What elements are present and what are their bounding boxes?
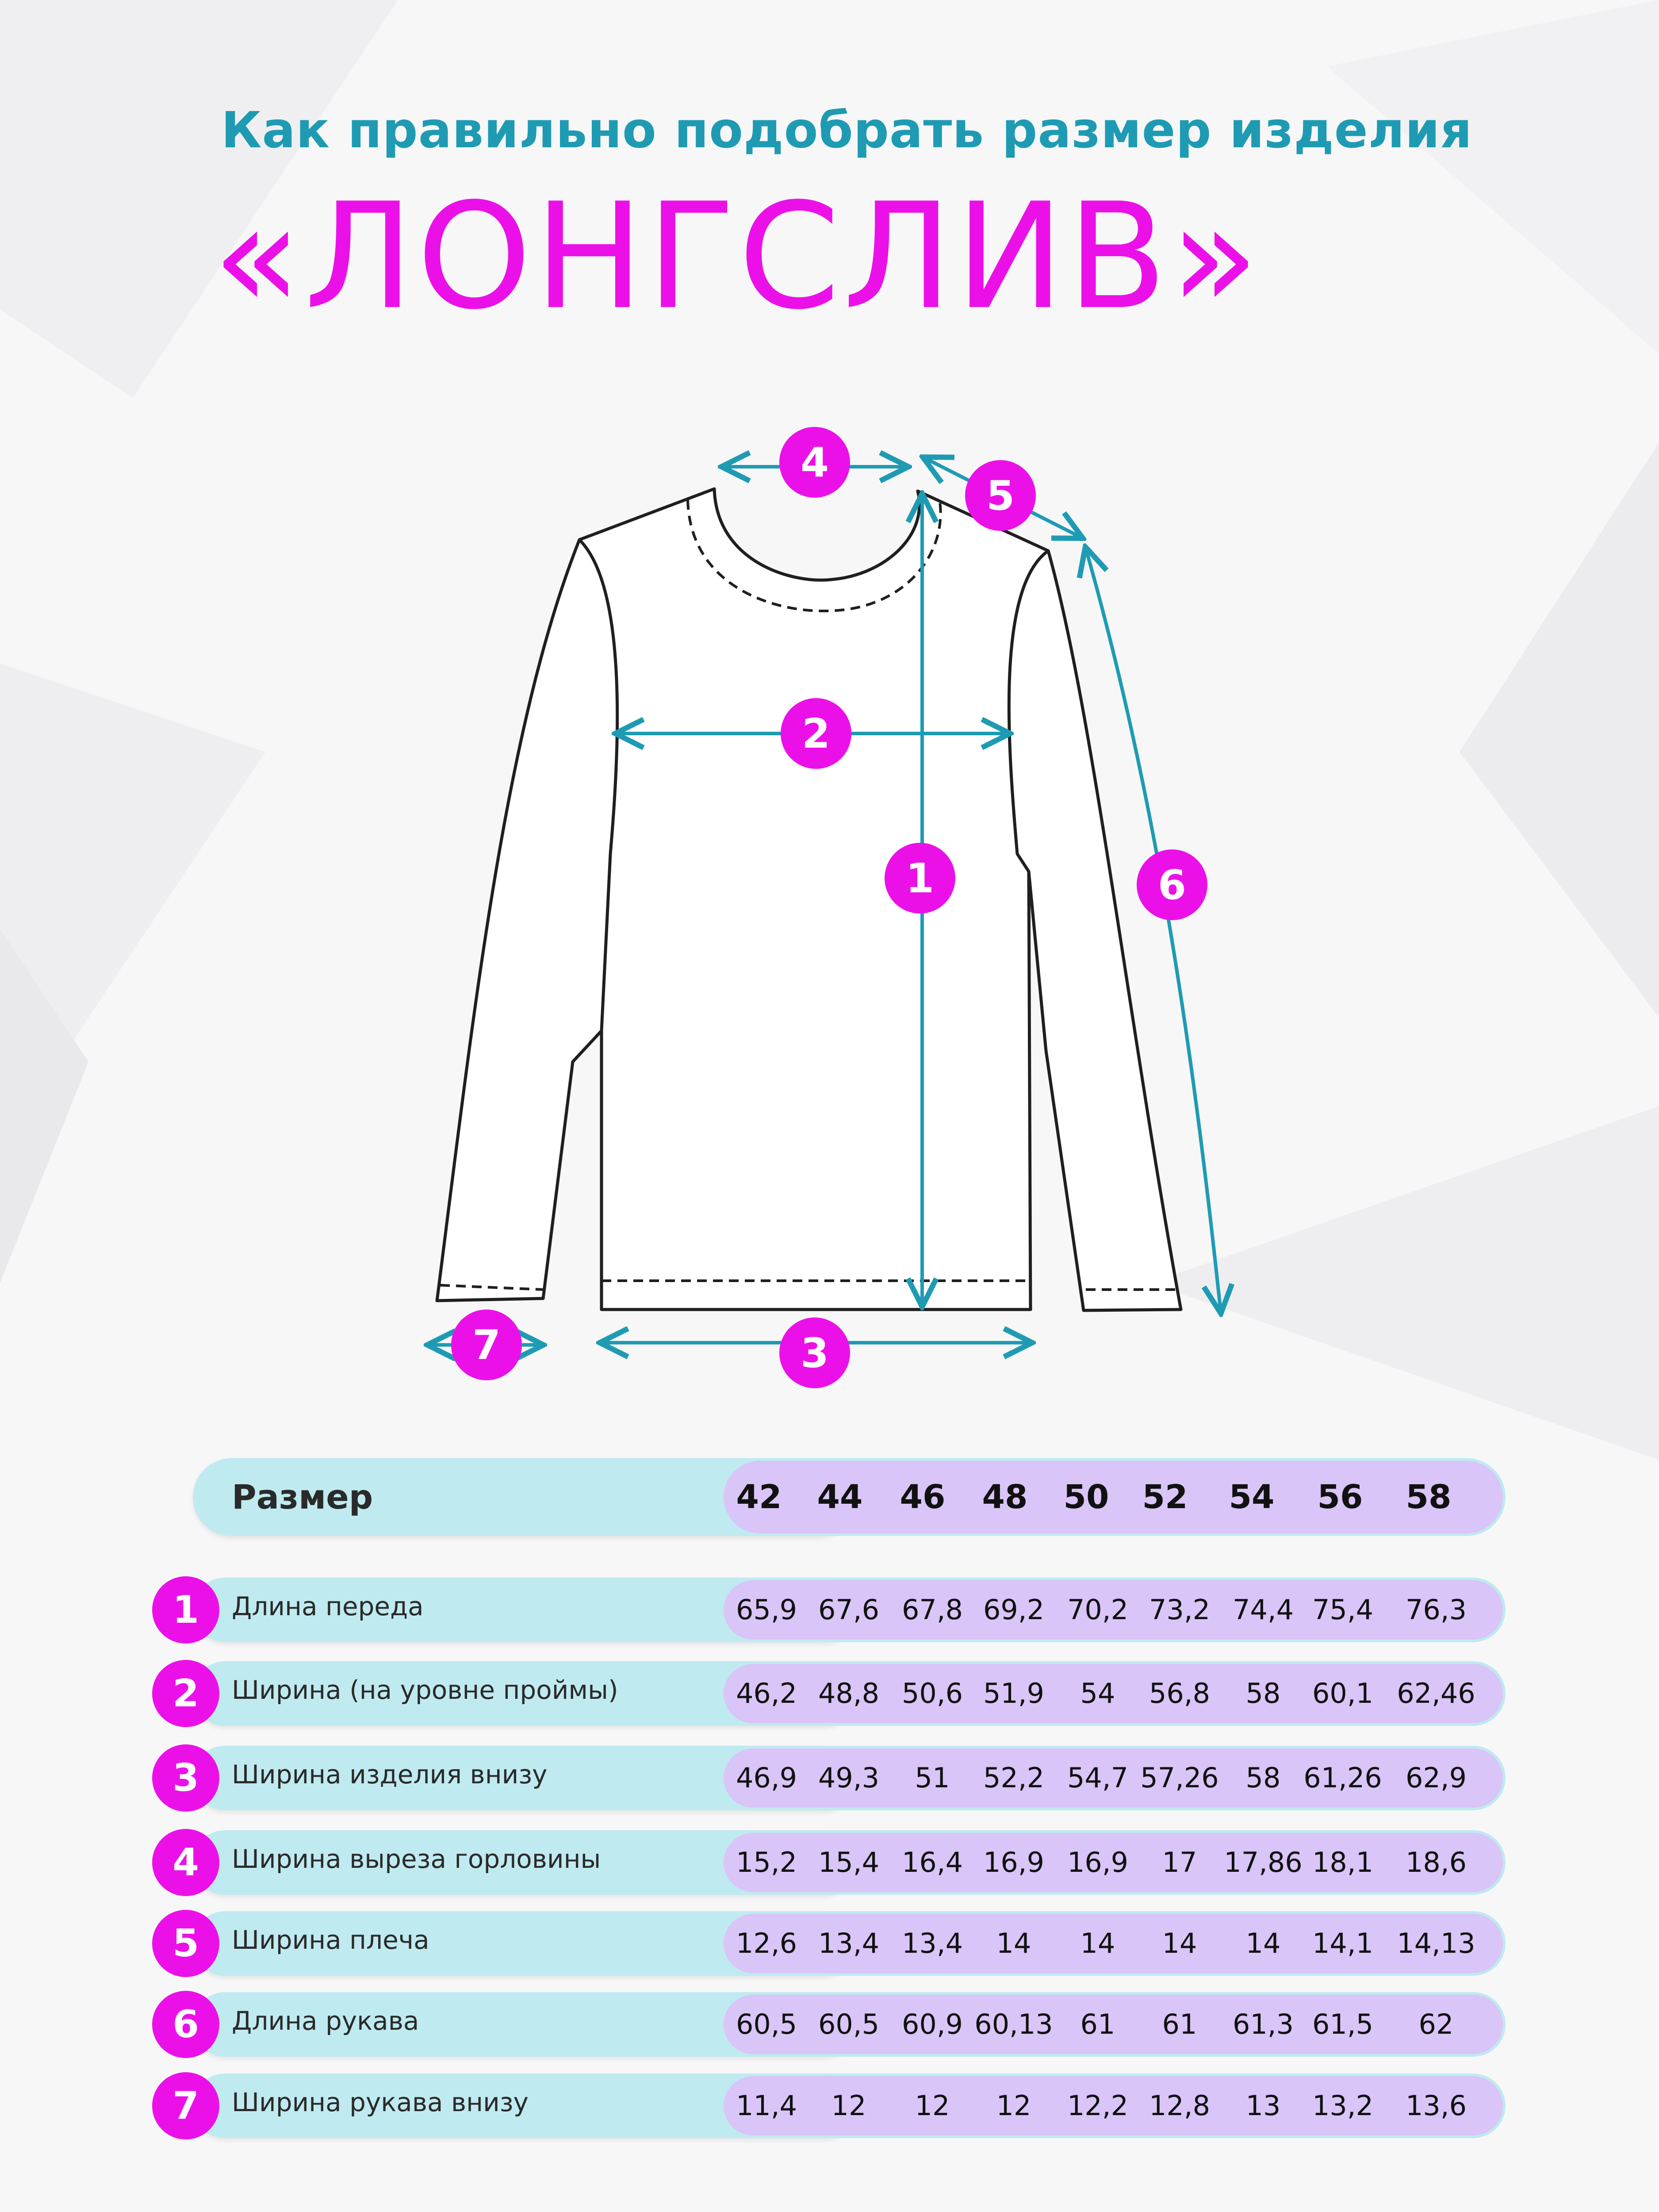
row-value: 73,2 — [1149, 1594, 1211, 1626]
row-number-badge: 7 — [152, 2072, 219, 2139]
size-value: 48 — [982, 1478, 1028, 1516]
row-label: Длина переда — [232, 1591, 424, 1621]
row-value: 17 — [1162, 1846, 1197, 1878]
row-value: 12,2 — [1067, 2089, 1129, 2122]
size-value: 56 — [1317, 1478, 1363, 1516]
row-label: Ширина рукава внизу — [232, 2087, 529, 2117]
svg-text:4: 4 — [800, 439, 829, 486]
diagram-badge-6 — [1137, 849, 1207, 920]
size-value: 44 — [817, 1478, 863, 1516]
row-value: 51 — [915, 1762, 950, 1794]
diagram-badge-4 — [779, 427, 850, 498]
row-value: 60,5 — [736, 2008, 797, 2040]
row-value: 16,4 — [901, 1846, 963, 1878]
row-value: 16,9 — [1067, 1846, 1129, 1878]
table-row — [172, 1911, 1506, 1976]
row-value: 16,9 — [983, 1846, 1045, 1878]
row-value: 70,2 — [1067, 1594, 1129, 1626]
row-value: 12,6 — [736, 1927, 797, 1959]
row-value: 18,6 — [1405, 1846, 1467, 1878]
size-value: 58 — [1406, 1478, 1452, 1516]
table-row — [172, 1578, 1506, 1642]
row-value: 58 — [1245, 1677, 1281, 1709]
row-value: 69,2 — [983, 1594, 1045, 1626]
row-value: 74,4 — [1232, 1594, 1294, 1626]
row-value: 61 — [1080, 2008, 1115, 2040]
row-label: Ширина (на уровне проймы) — [232, 1675, 618, 1705]
row-number-badge: 5 — [152, 1910, 219, 1977]
row-number-badge: 2 — [152, 1660, 219, 1727]
row-value: 15,4 — [818, 1846, 880, 1878]
row-value: 18,1 — [1312, 1846, 1374, 1878]
row-value: 14 — [1162, 1927, 1197, 1959]
diagram-badge-7 — [451, 1310, 522, 1380]
row-value: 12 — [996, 2089, 1031, 2122]
row-label: Ширина выреза горловины — [232, 1844, 601, 1874]
shirt-outline — [437, 489, 1181, 1310]
row-value: 14,13 — [1397, 1927, 1475, 1959]
row-number-badge: 4 — [152, 1829, 219, 1896]
row-value: 13,4 — [901, 1927, 963, 1959]
size-value: 52 — [1142, 1478, 1188, 1516]
row-value: 61,3 — [1232, 2008, 1294, 2040]
size-label: Размер — [232, 1477, 373, 1517]
row-label: Ширина плеча — [232, 1925, 429, 1955]
row-value: 61,26 — [1303, 1762, 1382, 1794]
table-row — [172, 1661, 1506, 1726]
row-value: 13,6 — [1405, 2089, 1467, 2122]
row-value: 61,5 — [1312, 2008, 1374, 2040]
row-value: 60,1 — [1312, 1677, 1374, 1709]
diagram-badge-1 — [885, 843, 955, 914]
row-value: 67,8 — [901, 1594, 963, 1626]
page-title: «ЛОНГСЛИВ» — [212, 172, 1262, 342]
size-value: 46 — [900, 1478, 946, 1516]
row-value: 48,8 — [818, 1677, 880, 1709]
row-value: 49,3 — [818, 1762, 880, 1794]
table-row — [172, 1992, 1506, 2057]
page-subtitle: Как правильно подобрать размер изделия — [221, 102, 1473, 159]
row-value: 60,13 — [974, 2008, 1053, 2040]
row-value: 62,9 — [1405, 1762, 1467, 1794]
row-label: Длина рукава — [232, 2006, 419, 2036]
row-value: 65,9 — [736, 1594, 797, 1626]
row-value: 15,2 — [736, 1846, 797, 1878]
row-value: 58 — [1245, 1762, 1281, 1794]
row-number-badge: 3 — [152, 1744, 219, 1812]
size-value: 42 — [736, 1478, 782, 1516]
row-value: 56,8 — [1149, 1677, 1211, 1709]
row-value: 61 — [1162, 2008, 1197, 2040]
svg-text:2: 2 — [801, 710, 831, 757]
diagram-badge-2 — [781, 698, 851, 769]
row-value: 54 — [1080, 1677, 1115, 1709]
row-value: 75,4 — [1312, 1594, 1374, 1626]
row-value: 67,6 — [818, 1594, 880, 1626]
row-value: 13,4 — [818, 1927, 880, 1959]
row-value: 12,8 — [1149, 2089, 1211, 2122]
row-value: 46,9 — [736, 1762, 797, 1794]
row-value: 60,9 — [901, 2008, 963, 2040]
row-value: 14,1 — [1312, 1927, 1374, 1959]
row-value: 13 — [1245, 2089, 1281, 2122]
row-value: 51,9 — [983, 1677, 1045, 1709]
row-value: 13,2 — [1312, 2089, 1374, 2122]
row-value: 60,5 — [818, 2008, 880, 2040]
table-row — [172, 1746, 1506, 1810]
row-value: 76,3 — [1405, 1594, 1467, 1626]
table-row — [172, 1830, 1506, 1895]
row-value: 46,2 — [736, 1677, 797, 1709]
row-value: 62 — [1418, 2008, 1454, 2040]
row-value: 54,7 — [1067, 1762, 1129, 1794]
diagram-badge-3 — [779, 1317, 850, 1388]
row-number-badge: 6 — [152, 1991, 219, 2058]
size-header-row — [193, 1458, 1506, 1536]
longsleeve-diagram — [0, 398, 1659, 1416]
svg-text:7: 7 — [472, 1321, 501, 1369]
svg-text:5: 5 — [986, 472, 1015, 519]
row-value: 14 — [1080, 1927, 1115, 1959]
size-value: 50 — [1063, 1478, 1109, 1516]
svg-text:6: 6 — [1157, 861, 1187, 909]
row-value: 12 — [831, 2089, 866, 2122]
svg-text:1: 1 — [905, 855, 935, 902]
row-value: 50,6 — [901, 1677, 963, 1709]
svg-text:3: 3 — [800, 1329, 829, 1377]
row-value: 52,2 — [983, 1762, 1045, 1794]
diagram-badge-5 — [965, 460, 1036, 531]
row-value: 14 — [1245, 1927, 1281, 1959]
row-value: 12 — [915, 2089, 950, 2122]
row-number-badge: 1 — [152, 1576, 219, 1644]
size-value: 54 — [1229, 1478, 1275, 1516]
row-label: Ширина изделия внизу — [232, 1759, 548, 1790]
table-row — [172, 2074, 1506, 2138]
row-value: 62,46 — [1397, 1677, 1475, 1709]
row-value: 14 — [996, 1927, 1031, 1959]
row-value: 17,86 — [1224, 1846, 1303, 1878]
row-value: 57,26 — [1140, 1762, 1219, 1794]
row-value: 11,4 — [736, 2089, 797, 2122]
